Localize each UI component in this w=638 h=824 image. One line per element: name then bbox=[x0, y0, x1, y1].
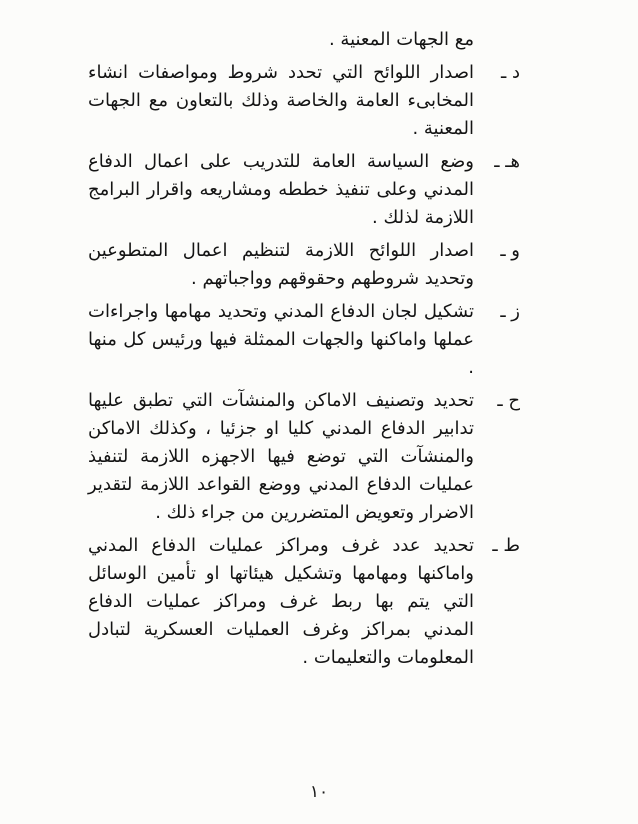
item-marker-hha: ح ـ bbox=[497, 390, 520, 411]
item-marker-zay: ز ـ bbox=[500, 301, 520, 322]
item-text-waw: اصدار اللوائح اللازمة لتنظيم اعمال المتطوعين وتحديد شروطهم وحقوقهم وواجباتهم . bbox=[88, 240, 474, 289]
item-text-zay: تشكيل لجان الدفاع المدني وتحديد مهامها واجراءات عملها واماكنها والجهات الممثلة فيها ورئيس كل منها . bbox=[88, 301, 474, 378]
item-text-hha: تحديد وتصنيف الاماكن والمنشآت التي تطبق عليها تدابير الدفاع المدني كليا او جزئيا ، وكذلك الاماكن والمنشآت التي توضع فيها الاجهزه اللازمة لتنفيذ عمليات الدفاع المدني ووضع القواعد اللازمة لتقدير الاضرار وتعويض المتضررين من جراء ذلك . bbox=[88, 390, 474, 523]
item-marker-waw: و ـ bbox=[500, 240, 520, 261]
item-marker-tta: ط ـ bbox=[492, 535, 520, 556]
item-text-tta: تحديد عدد غرف ومراكز عمليات الدفاع المدني واماكنها ومهامها وتشكيل هيئاتها او تأمين الوسائل التي يتم بها ربط غرف ومراكز عمليات الدفاع المدني بمراكز وغرف العمليات العسكرية لتبادل المعلومات والتعليمات . bbox=[88, 535, 474, 668]
item-marker-dal: د ـ bbox=[500, 62, 520, 83]
list-item-zay bbox=[88, 298, 520, 382]
item-text-ha: وضع السياسة العامة للتدريب على اعمال الدفاع المدني وعلى تنفيذ خططه ومشاريعه واقرار البرامج اللازمة لذلك . bbox=[88, 151, 474, 228]
list-item-hha bbox=[88, 387, 520, 527]
continuation-line: مع الجهات المعنية . bbox=[328, 29, 474, 50]
list-item-waw bbox=[88, 237, 520, 293]
list-item-ha bbox=[88, 148, 520, 232]
page-number: ١٠ bbox=[309, 782, 329, 802]
list-item-dal bbox=[88, 59, 520, 143]
item-text-dal: اصدار اللوائح التي تحدد شروط ومواصفات انشاء المخابىء العامة والخاصة وذلك بالتعاون مع الجهات المعنية . bbox=[88, 62, 474, 139]
list-item-tta bbox=[88, 532, 520, 672]
item-marker-ha: هـ ـ bbox=[494, 151, 520, 172]
